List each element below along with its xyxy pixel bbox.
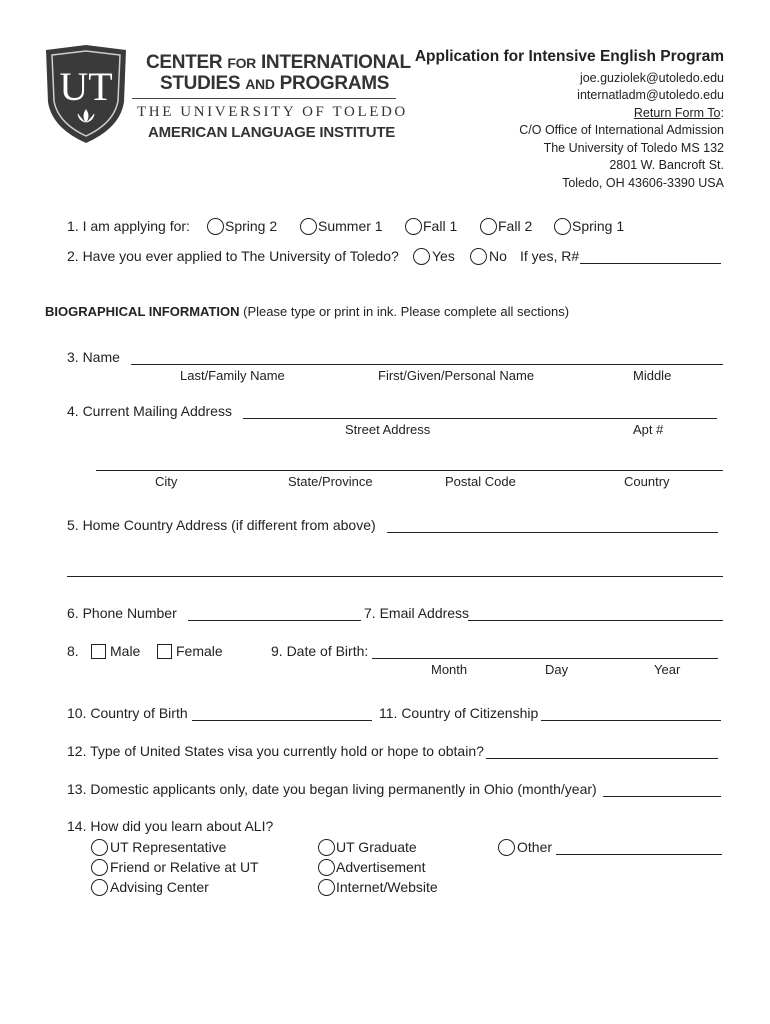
radio-other[interactable] xyxy=(498,839,515,856)
q8-label: 8. xyxy=(67,643,79,659)
q6-label: 6. Phone Number xyxy=(67,605,177,621)
option-other: Other xyxy=(517,839,553,855)
q11-label: 11. Country of Citizenship xyxy=(379,705,539,721)
radio-advertisement[interactable] xyxy=(318,859,335,876)
option-fall-2: Fall 2 xyxy=(498,218,533,234)
radio-applied-no[interactable] xyxy=(470,248,487,265)
contact-email-2[interactable]: internatladm@utoledo.edu xyxy=(577,88,724,102)
logo-divider xyxy=(132,98,396,99)
citizenship-field[interactable] xyxy=(541,720,721,721)
center-title-line2: STUDIES AND PROGRAMS xyxy=(160,73,390,94)
checkbox-male[interactable] xyxy=(91,644,106,659)
home-address-field-2[interactable] xyxy=(67,576,723,577)
radio-ut-representative[interactable] xyxy=(91,839,108,856)
radio-applied-yes[interactable] xyxy=(413,248,430,265)
male-label: Male xyxy=(110,643,141,659)
city-state-postal-country-field[interactable] xyxy=(96,470,723,471)
city-caption: City xyxy=(155,474,178,489)
option-summer-1: Summer 1 xyxy=(318,218,383,234)
country-of-birth-field[interactable] xyxy=(192,720,372,721)
checkbox-female[interactable] xyxy=(157,644,172,659)
q12-label: 12. Type of United States visa you currently hold or hope to obtain? xyxy=(67,743,484,759)
radio-spring-1[interactable] xyxy=(554,218,571,235)
radio-advising-center[interactable] xyxy=(91,879,108,896)
street-caption: Street Address xyxy=(345,422,431,437)
option-friend-relative: Friend or Relative at UT xyxy=(110,859,259,875)
q5-label: 5. Home Country Address (if different from above) xyxy=(67,517,376,533)
home-address-field-1[interactable] xyxy=(387,532,718,533)
option-advising-center: Advising Center xyxy=(110,879,209,895)
return-form-label: Return Form To: xyxy=(633,105,724,120)
middle-name-caption: Middle xyxy=(633,368,672,383)
svg-text:UT: UT xyxy=(59,64,113,109)
q3-label: 3. Name xyxy=(67,349,120,365)
radio-fall-2[interactable] xyxy=(480,218,497,235)
state-caption: State/Province xyxy=(288,474,373,489)
option-advertisement: Advertisement xyxy=(336,859,426,875)
option-fall-1: Fall 1 xyxy=(423,218,458,234)
q4-label: 4. Current Mailing Address xyxy=(67,403,232,419)
option-ut-representative: UT Representative xyxy=(110,839,227,855)
option-internet-website: Internet/Website xyxy=(336,879,438,895)
contact-email-1[interactable]: joe.guziolek@utoledo.edu xyxy=(579,70,724,85)
street-address-field[interactable] xyxy=(243,418,717,419)
visa-type-field[interactable] xyxy=(486,758,718,759)
q14-label: 14. How did you learn about ALI? xyxy=(67,818,274,834)
radio-summer-1[interactable] xyxy=(300,218,317,235)
return-address-line-3: 2801 W. Bancroft St. xyxy=(609,158,724,172)
phone-field[interactable] xyxy=(188,620,361,621)
dob-field[interactable] xyxy=(372,658,718,659)
option-spring-2: Spring 2 xyxy=(225,218,278,234)
option-spring-1: Spring 1 xyxy=(572,218,625,234)
q1-label: 1. I am applying for: xyxy=(67,218,190,234)
option-ut-graduate: UT Graduate xyxy=(336,839,417,855)
apt-caption: Apt # xyxy=(633,422,664,437)
return-address-line-1: C/O Office of International Admission xyxy=(519,123,724,137)
last-name-caption: Last/Family Name xyxy=(180,368,285,383)
q7-label: 7. Email Address xyxy=(364,605,470,621)
q2-label: 2. Have you ever applied to The University of Toledo? xyxy=(67,248,399,264)
country-caption: Country xyxy=(624,474,670,489)
dob-year-caption: Year xyxy=(654,662,681,677)
ut-shield-logo xyxy=(44,44,128,144)
university-name: THE UNIVERSITY OF TOLEDO xyxy=(137,104,408,120)
name-field[interactable] xyxy=(131,364,723,365)
radio-internet-website[interactable] xyxy=(318,879,335,896)
option-no: No xyxy=(489,248,507,264)
institute-name: AMERICAN LANGUAGE INSTITUTE xyxy=(148,124,396,141)
option-yes: Yes xyxy=(432,248,455,264)
ohio-residency-date-field[interactable] xyxy=(603,796,721,797)
form-header xyxy=(415,48,724,192)
radio-friend-relative[interactable] xyxy=(91,859,108,876)
other-source-field[interactable] xyxy=(556,854,722,855)
female-label: Female xyxy=(176,643,223,659)
radio-fall-1[interactable] xyxy=(405,218,422,235)
r-number-field[interactable] xyxy=(580,263,721,264)
q9-label: 9. Date of Birth: xyxy=(271,643,369,659)
return-address-line-2: The University of Toledo MS 132 xyxy=(543,140,724,155)
r-number-label: If yes, R# xyxy=(520,248,580,264)
return-address-line-4: Toledo, OH 43606-3390 USA xyxy=(562,175,724,190)
email-field[interactable] xyxy=(468,620,723,621)
dob-month-caption: Month xyxy=(431,662,468,677)
radio-ut-graduate[interactable] xyxy=(318,839,335,856)
dob-day-caption: Day xyxy=(545,662,569,677)
radio-spring-2[interactable] xyxy=(207,218,224,235)
postal-caption: Postal Code xyxy=(445,474,516,489)
q10-label: 10. Country of Birth xyxy=(67,705,188,721)
center-title-line1: CENTER FOR INTERNATIONAL xyxy=(146,52,411,73)
first-name-caption: First/Given/Personal Name xyxy=(378,368,535,383)
bio-heading: BIOGRAPHICAL INFORMATION (Please type or print in ink. Please complete all sections) xyxy=(45,304,570,319)
q13-label: 13. Domestic applicants only, date you began living permanently in Ohio (month/year) xyxy=(67,781,597,797)
form-title: Application for Intensive English Program xyxy=(414,48,724,65)
